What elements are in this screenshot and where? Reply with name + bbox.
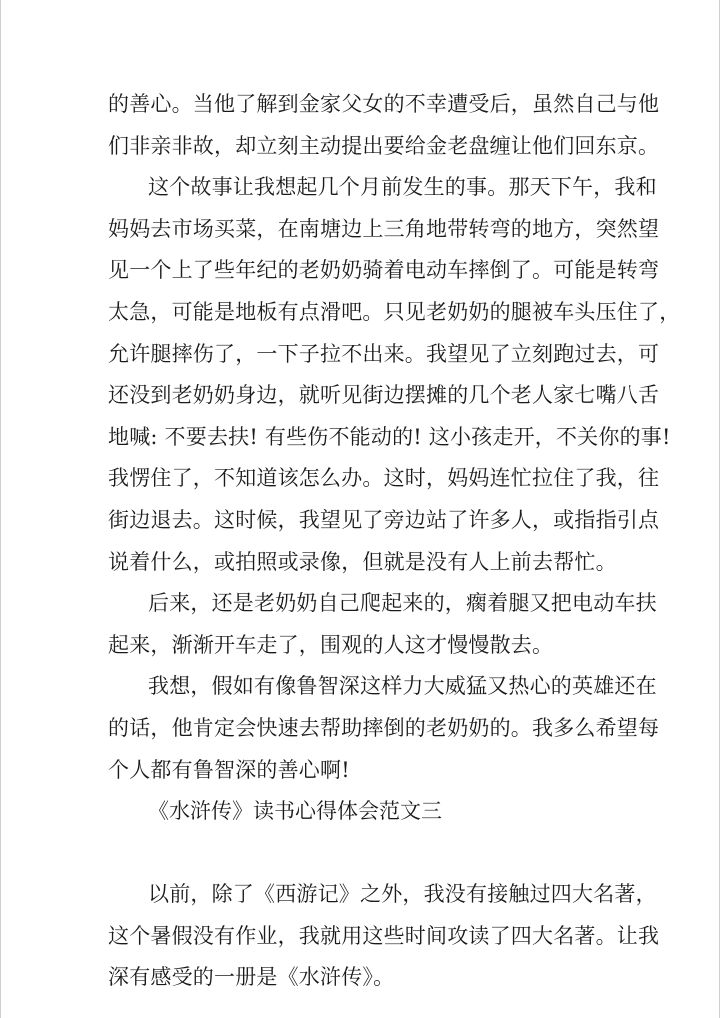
text-line: 以前，除了《西游记》之外，我没有接触过四大名著， <box>148 882 657 907</box>
document-body <box>108 84 681 999</box>
text-line: 我想，假如有像鲁智深这样力大威猛又热心的英雄还在 <box>148 674 657 699</box>
text-line: 这个故事让我想起几个月前发生的事。那天下午，我和 <box>148 175 657 200</box>
paragraph-4 <box>108 666 660 791</box>
text-line: 地喊: 不要去扶! 有些伤不能动的! 这小孩走开，不关你的事! <box>108 424 671 449</box>
text-line: 的话，他肯定会快速去帮助摔倒的老奶奶的。我多么希望每 <box>108 715 660 740</box>
text-line: 见一个上了些年纪的老奶奶骑着电动车摔倒了。可能是转弯 <box>108 258 660 283</box>
text-line: 妈妈去市场买菜，在南塘边上三角地带转弯的地方，突然望 <box>108 216 660 241</box>
text-line: 我愣住了，不知道该怎么办。这时，妈妈连忙拉住了我，往 <box>108 466 660 491</box>
paragraph-3 <box>108 583 657 666</box>
text-line: 说着什么，或拍照或录像，但就是没有人上前去帮忙。 <box>108 549 617 574</box>
paragraph-1 <box>108 84 660 167</box>
text-line: 太急，可能是地板有点滑吧。只见老奶奶的腿被车头压住了， <box>108 299 681 324</box>
paragraph-5 <box>108 874 660 999</box>
text-line: 街边退去。这时候，我望见了旁边站了许多人，或指指引点 <box>108 507 660 532</box>
section-heading: 《水浒传》读书心得体会范文三 <box>148 799 442 824</box>
text-line: 后来，还是老奶奶自己爬起来的，瘸着腿又把电动车扶 <box>148 591 657 616</box>
text-line: 个人都有鲁智深的善心啊! <box>108 757 350 782</box>
text-line: 起来，渐渐开车走了，围观的人这才慢慢散去。 <box>108 632 554 657</box>
blank-line <box>108 833 618 875</box>
text-line: 还没到老奶奶身边，就听见街边摆摊的几个老人家七嘴八舌 <box>108 383 660 408</box>
text-line: 深有感受的一册是《水浒传》。 <box>108 965 395 990</box>
paragraph-2 <box>108 167 681 583</box>
text-line: 的善心。当他了解到金家父女的不幸遭受后，虽然自己与他 <box>108 92 660 116</box>
text-line: 们非亲非故，却立刻主动提出要给金老盘缠让他们回东京。 <box>108 133 660 158</box>
text-line: 允许腿摔伤了，一下子拉不出来。我望见了立刻跑过去，可 <box>108 341 660 366</box>
text-line: 这个暑假没有作业，我就用这些时间攻读了四大名著。让我 <box>108 923 660 948</box>
